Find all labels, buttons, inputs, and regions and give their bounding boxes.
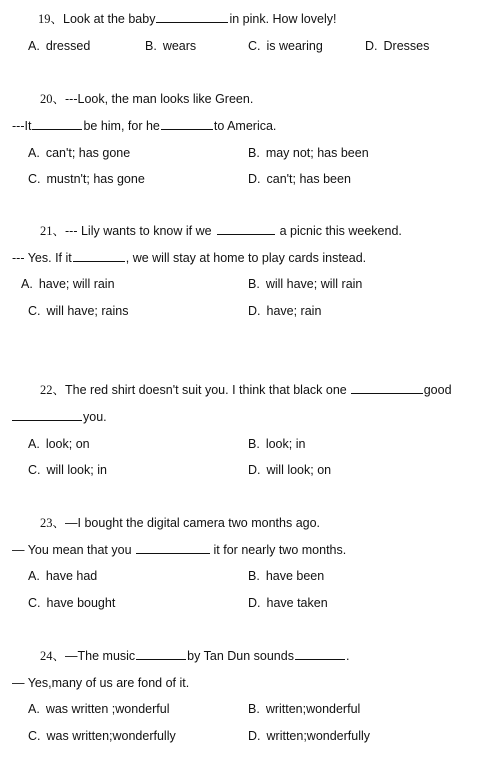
- q19-text-post: in pink. How lovely!: [229, 12, 337, 26]
- answer-blank: [73, 250, 125, 262]
- q23-line2-part-b: it for nearly two months.: [213, 543, 347, 557]
- q21-line1-part-b: a picnic this weekend.: [279, 224, 402, 238]
- q24-option-c: [28, 728, 176, 744]
- option-letter: C.: [248, 39, 261, 53]
- q21-stem: [40, 223, 402, 239]
- option-letter: A.: [28, 437, 40, 451]
- option-text: look; in: [265, 437, 306, 451]
- q21-option-c: [28, 303, 128, 319]
- q22-option-a: [28, 436, 90, 452]
- q23-option-c: [28, 595, 115, 611]
- q23-line1: —I bought the digital camera two months ago.: [65, 516, 321, 530]
- option-letter: C.: [28, 172, 41, 186]
- option-text: will look; on: [266, 463, 332, 477]
- q24-line1-part-b: by Tan Dun sounds: [187, 649, 294, 663]
- option-text: have had: [45, 569, 98, 583]
- q21-line2-part-a: --- Yes. If it: [12, 251, 72, 265]
- q19-option-d: [365, 38, 429, 54]
- option-letter: B.: [248, 146, 260, 160]
- q20-line2-part-a: ---It: [12, 119, 32, 133]
- option-letter: D.: [248, 596, 261, 610]
- option-text: have been: [265, 569, 325, 583]
- option-text: written;wonderful: [265, 702, 361, 716]
- option-text: may not; has been: [265, 146, 369, 160]
- option-letter: B.: [248, 569, 260, 583]
- answer-blank: [136, 542, 210, 554]
- q20-option-b: [248, 145, 369, 161]
- option-letter: B.: [248, 702, 260, 716]
- answer-blank: [32, 118, 82, 130]
- option-text: was written ;wonderful: [45, 702, 170, 716]
- q20-stem: [40, 91, 253, 107]
- q22-line2-text: you.: [83, 410, 107, 424]
- q22-stem: [40, 382, 452, 398]
- option-text: is wearing: [266, 39, 323, 53]
- q21-line2: [12, 250, 366, 266]
- answer-blank: [156, 11, 228, 23]
- q23-option-d: [248, 595, 328, 611]
- q19-text-pre: Look at the baby: [63, 12, 156, 26]
- option-letter: D.: [248, 304, 261, 318]
- option-letter: A.: [28, 702, 40, 716]
- q20-line2-part-c: to America.: [213, 119, 277, 133]
- q24-option-b: [248, 701, 360, 717]
- option-letter: D.: [248, 729, 261, 743]
- q20-option-c: [28, 171, 145, 187]
- q24-line1-part-a: —The music: [65, 649, 136, 663]
- option-letter: C.: [28, 463, 41, 477]
- q24-line1-part-c: .: [345, 649, 350, 663]
- option-letter: D.: [248, 463, 261, 477]
- option-text: Dresses: [383, 39, 430, 53]
- option-text: dressed: [45, 39, 91, 53]
- option-text: have; will rain: [38, 277, 115, 291]
- q23-line2: [12, 542, 346, 558]
- option-text: can't; has gone: [45, 146, 131, 160]
- option-letter: B.: [248, 437, 260, 451]
- q22-option-b: [248, 436, 305, 452]
- option-text: have taken: [266, 596, 328, 610]
- q24-line2: [12, 675, 189, 691]
- option-letter: C.: [28, 729, 41, 743]
- option-letter: A.: [28, 39, 40, 53]
- answer-blank: [351, 382, 423, 394]
- option-letter: B.: [145, 39, 157, 53]
- option-text: will have; rains: [46, 304, 129, 318]
- q21-line1-part-a: --- Lily wants to know if we: [65, 224, 212, 238]
- q20-line2: [12, 118, 276, 134]
- q21-option-a: [21, 276, 115, 292]
- q21-option-b: [248, 276, 362, 292]
- q20-line2-part-b: be him, for he: [83, 119, 160, 133]
- option-letter: A.: [28, 569, 40, 583]
- q22-option-c: [28, 462, 107, 478]
- option-text: mustn't; has gone: [46, 172, 145, 186]
- q23-stem: [40, 515, 320, 531]
- option-text: written;wonderfully: [266, 729, 371, 743]
- answer-blank: [12, 409, 82, 421]
- q23-option-a: [28, 568, 97, 584]
- q19-option-b: [145, 38, 196, 54]
- q24-stem: [40, 648, 349, 664]
- q19-stem: [38, 11, 336, 27]
- question-number: 24、: [40, 649, 66, 663]
- q23-option-b: [248, 568, 324, 584]
- q19-option-a: [28, 38, 90, 54]
- option-text: will have; will rain: [265, 277, 363, 291]
- answer-blank: [295, 648, 345, 660]
- q24-option-a: [28, 701, 169, 717]
- q21-option-d: [248, 303, 321, 319]
- option-text: wears: [162, 39, 197, 53]
- answer-blank: [136, 648, 186, 660]
- q22-line1-part-a: The red shirt doesn't suit you. I think that black one: [65, 383, 347, 397]
- question-number: 23、: [40, 516, 66, 530]
- answer-blank: [161, 118, 213, 130]
- option-text: have bought: [46, 596, 116, 610]
- q21-line2-part-b: , we will stay at home to play cards instead.: [125, 251, 367, 265]
- option-text: can't; has been: [266, 172, 351, 186]
- question-number: 19、: [38, 12, 64, 26]
- q23-line2-part-a: — You mean that you: [12, 543, 132, 557]
- option-letter: C.: [28, 304, 41, 318]
- option-text: look; on: [45, 437, 90, 451]
- option-letter: A.: [21, 277, 33, 291]
- option-text: have; rain: [266, 304, 322, 318]
- option-text: was written;wonderfully: [46, 729, 176, 743]
- q22-option-d: [248, 462, 331, 478]
- answer-blank: [217, 223, 275, 235]
- option-letter: B.: [248, 277, 260, 291]
- question-number: 21、: [40, 224, 66, 238]
- q20-line1: ---Look, the man looks like Green.: [65, 92, 254, 106]
- question-number: 20、: [40, 92, 66, 106]
- q20-option-a: [28, 145, 130, 161]
- q22-line1-part-b: good: [423, 383, 452, 397]
- q19-option-c: [248, 38, 323, 54]
- question-number: 22、: [40, 383, 66, 397]
- option-letter: D.: [365, 39, 378, 53]
- option-letter: A.: [28, 146, 40, 160]
- q24-line2-text: — Yes,many of us are fond of it.: [12, 676, 190, 690]
- q22-line2: [12, 409, 107, 425]
- q20-option-d: [248, 171, 351, 187]
- option-letter: C.: [28, 596, 41, 610]
- option-text: will look; in: [46, 463, 107, 477]
- option-letter: D.: [248, 172, 261, 186]
- q24-option-d: [248, 728, 370, 744]
